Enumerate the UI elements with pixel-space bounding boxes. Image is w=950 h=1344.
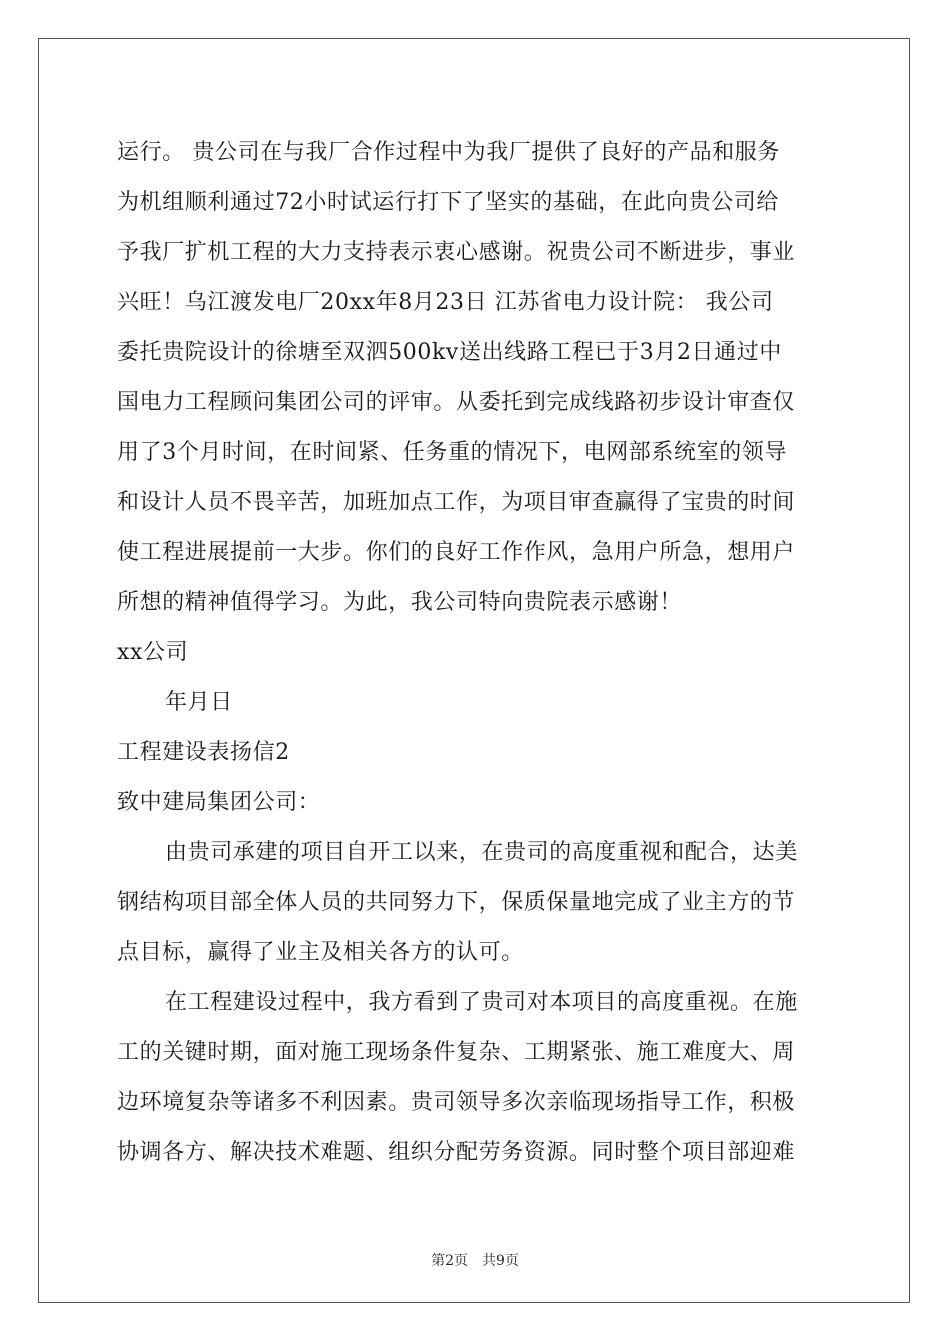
text-line: 运行。 贵公司在与我厂合作过程中为我厂提供了良好的产品和服务 [117,140,780,165]
signature-company: xx公司 [117,640,189,665]
salutation: 致中建局集团公司： [117,790,321,815]
letter-title: 工程建设表扬信2 [117,740,290,765]
paragraph-line: 钢结构项目部全体人员的共同努力下，保质保量地完成了业主方的节 [117,890,796,915]
paragraph-line: 协调各方、解决技术难题、组织分配劳务资源。同时整个项目部迎难 [117,1140,796,1165]
paragraph-line: 由贵司承建的项目自开工以来，在贵司的高度重视和配合，达美 [165,840,798,865]
text-line: 所想的精神值得学习。为此，我公司特向贵院表示感谢！ [117,590,683,615]
paragraph-line: 边环境复杂等诸多不利因素。贵司领导多次亲临现场指导工作，积极 [117,1090,796,1115]
text-line: 国电力工程顾问集团公司的评审。从委托到完成线路初步设计审查仅 [117,390,796,415]
paragraph-line: 点目标，赢得了业主及相关各方的认可。 [117,940,524,965]
paragraph-line: 工的关键时期，面对施工现场条件复杂、工期紧张、施工难度大、周 [117,1040,796,1065]
text-line: 予我厂扩机工程的大力支持表示衷心感谢。祝贵公司不断进步，事业 [117,240,796,265]
text-line: 和设计人员不畏辛苦，加班加点工作，为项目审查赢得了宝贵的时间 [117,490,796,515]
text-line: 使工程进展提前一大步。你们的良好工作作风，急用户所急，想用户 [117,540,796,565]
text-line: 用了3个月时间，在时间紧、任务重的情况下，电网部系统室的领导 [117,440,787,465]
page-footer: 第2页 共9页 [431,1253,519,1269]
paragraph-line: 在工程建设过程中，我方看到了贵司对本项目的高度重视。在施 [165,990,798,1015]
document-body [117,128,837,1178]
text-line: 为机组顺利通过72小时试运行打下了坚实的基础，在此向贵公司给 [117,190,779,215]
signature-date: 年月日 [165,690,233,715]
text-line: 委托贵院设计的徐塘至双泗500kv送出线路工程已于3月2日通过中 [117,340,782,365]
text-line: 兴旺！乌江渡发电厂20xx年8月23日 江苏省电力设计院： 我公司 [117,290,774,315]
